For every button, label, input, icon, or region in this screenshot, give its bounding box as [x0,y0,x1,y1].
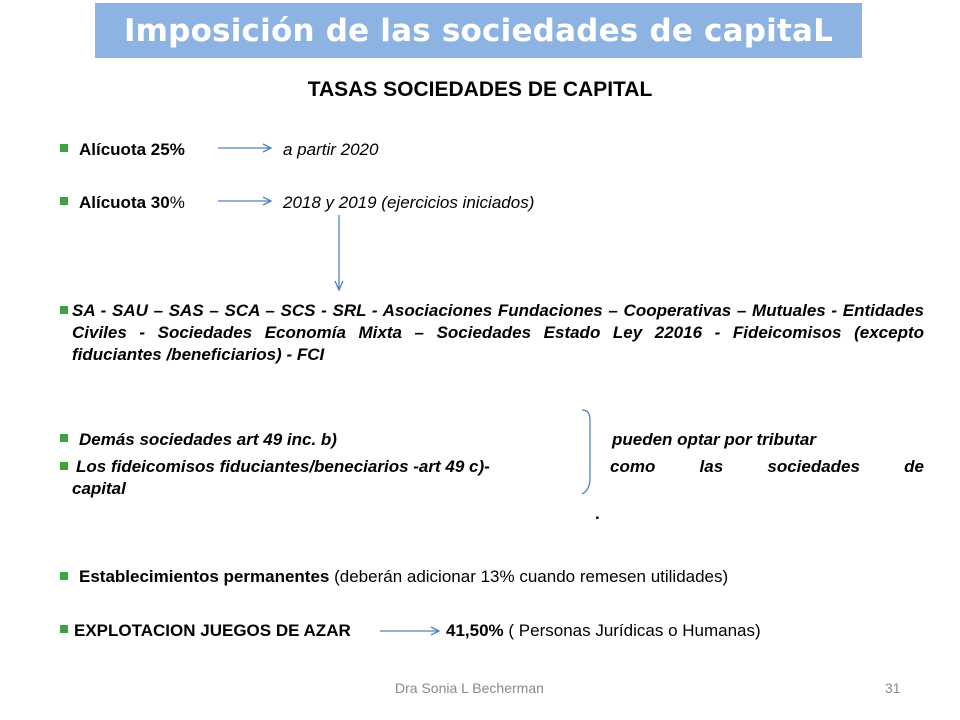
bullet-icon [60,625,68,633]
bullet-icon [60,572,68,580]
word-de: de [904,457,924,476]
arrow-right-icon [380,624,444,638]
word-sociedades: sociedades [767,457,860,476]
slide-title: Imposición de las sociedades de capitaL [123,12,834,49]
arrow-down-icon [332,215,346,295]
bullet-icon [60,144,68,152]
alicuota-25-label: Alícuota 25% [79,140,185,159]
bracket-icon [580,408,600,498]
establecimientos-note: (deberán adicionar 13% cuando remesen utilidades) [329,567,729,586]
capital-text: capital [72,479,126,498]
alicuota-30-word: Alícuota [79,193,147,212]
word-las: las [699,457,724,476]
title-banner [95,3,862,58]
demas-sociedades: Demás sociedades art 49 inc. b) [79,430,337,449]
bullet-icon [60,197,68,205]
juegos-rate: 41,50% [446,621,504,640]
item-alicuota-25 [79,140,185,160]
pueden-optar-text: pueden optar por tributar [612,430,816,449]
alicuota-25-note: a partir 2020 [283,140,379,159]
bullet-icon [60,306,68,314]
item-alicuota-30 [79,193,185,213]
establecimientos-item [79,567,728,587]
establecimientos-label: Establecimientos permanentes [79,567,330,586]
arrow-right-icon [218,194,278,208]
dot-text: . [595,504,600,523]
footer-author: Dra Sonia L Becherman [395,680,544,696]
page-number: 31 [885,680,901,696]
sociedades-list: SA - SAU – SAS – SCA – SCS - SRL - Asociaciones Fundaciones – Cooperativas – Mutuales - Entidades Civiles - Sociedades Economía Mixta – Sociedades Estado Ley 22016 - Fideicomisos (excepto fiduciantes /beneficiarios) - FCI [72,301,924,364]
arrow-right-icon [218,141,278,155]
bullet-icon [60,434,68,442]
juegos-note: ( Personas Jurídicas o Humanas) [503,621,761,640]
bullet-icon [60,462,68,470]
juegos-item [446,621,761,641]
alicuota-30-number: 30 [150,193,170,212]
tributar-continuation [610,457,924,477]
alicuota-30-percent: % [169,193,185,212]
word-como: como [610,457,656,476]
fideicomisos-text: Los fideicomisos fiduciantes/beneciarios -art 49 c)- [76,457,490,476]
alicuota-30-note: 2018 y 2019 (ejercicios iniciados) [283,193,535,212]
slide-subtitle: TASAS SOCIEDADES DE CAPITAL [307,78,653,101]
juegos-label: EXPLOTACION JUEGOS DE AZAR [74,621,351,640]
